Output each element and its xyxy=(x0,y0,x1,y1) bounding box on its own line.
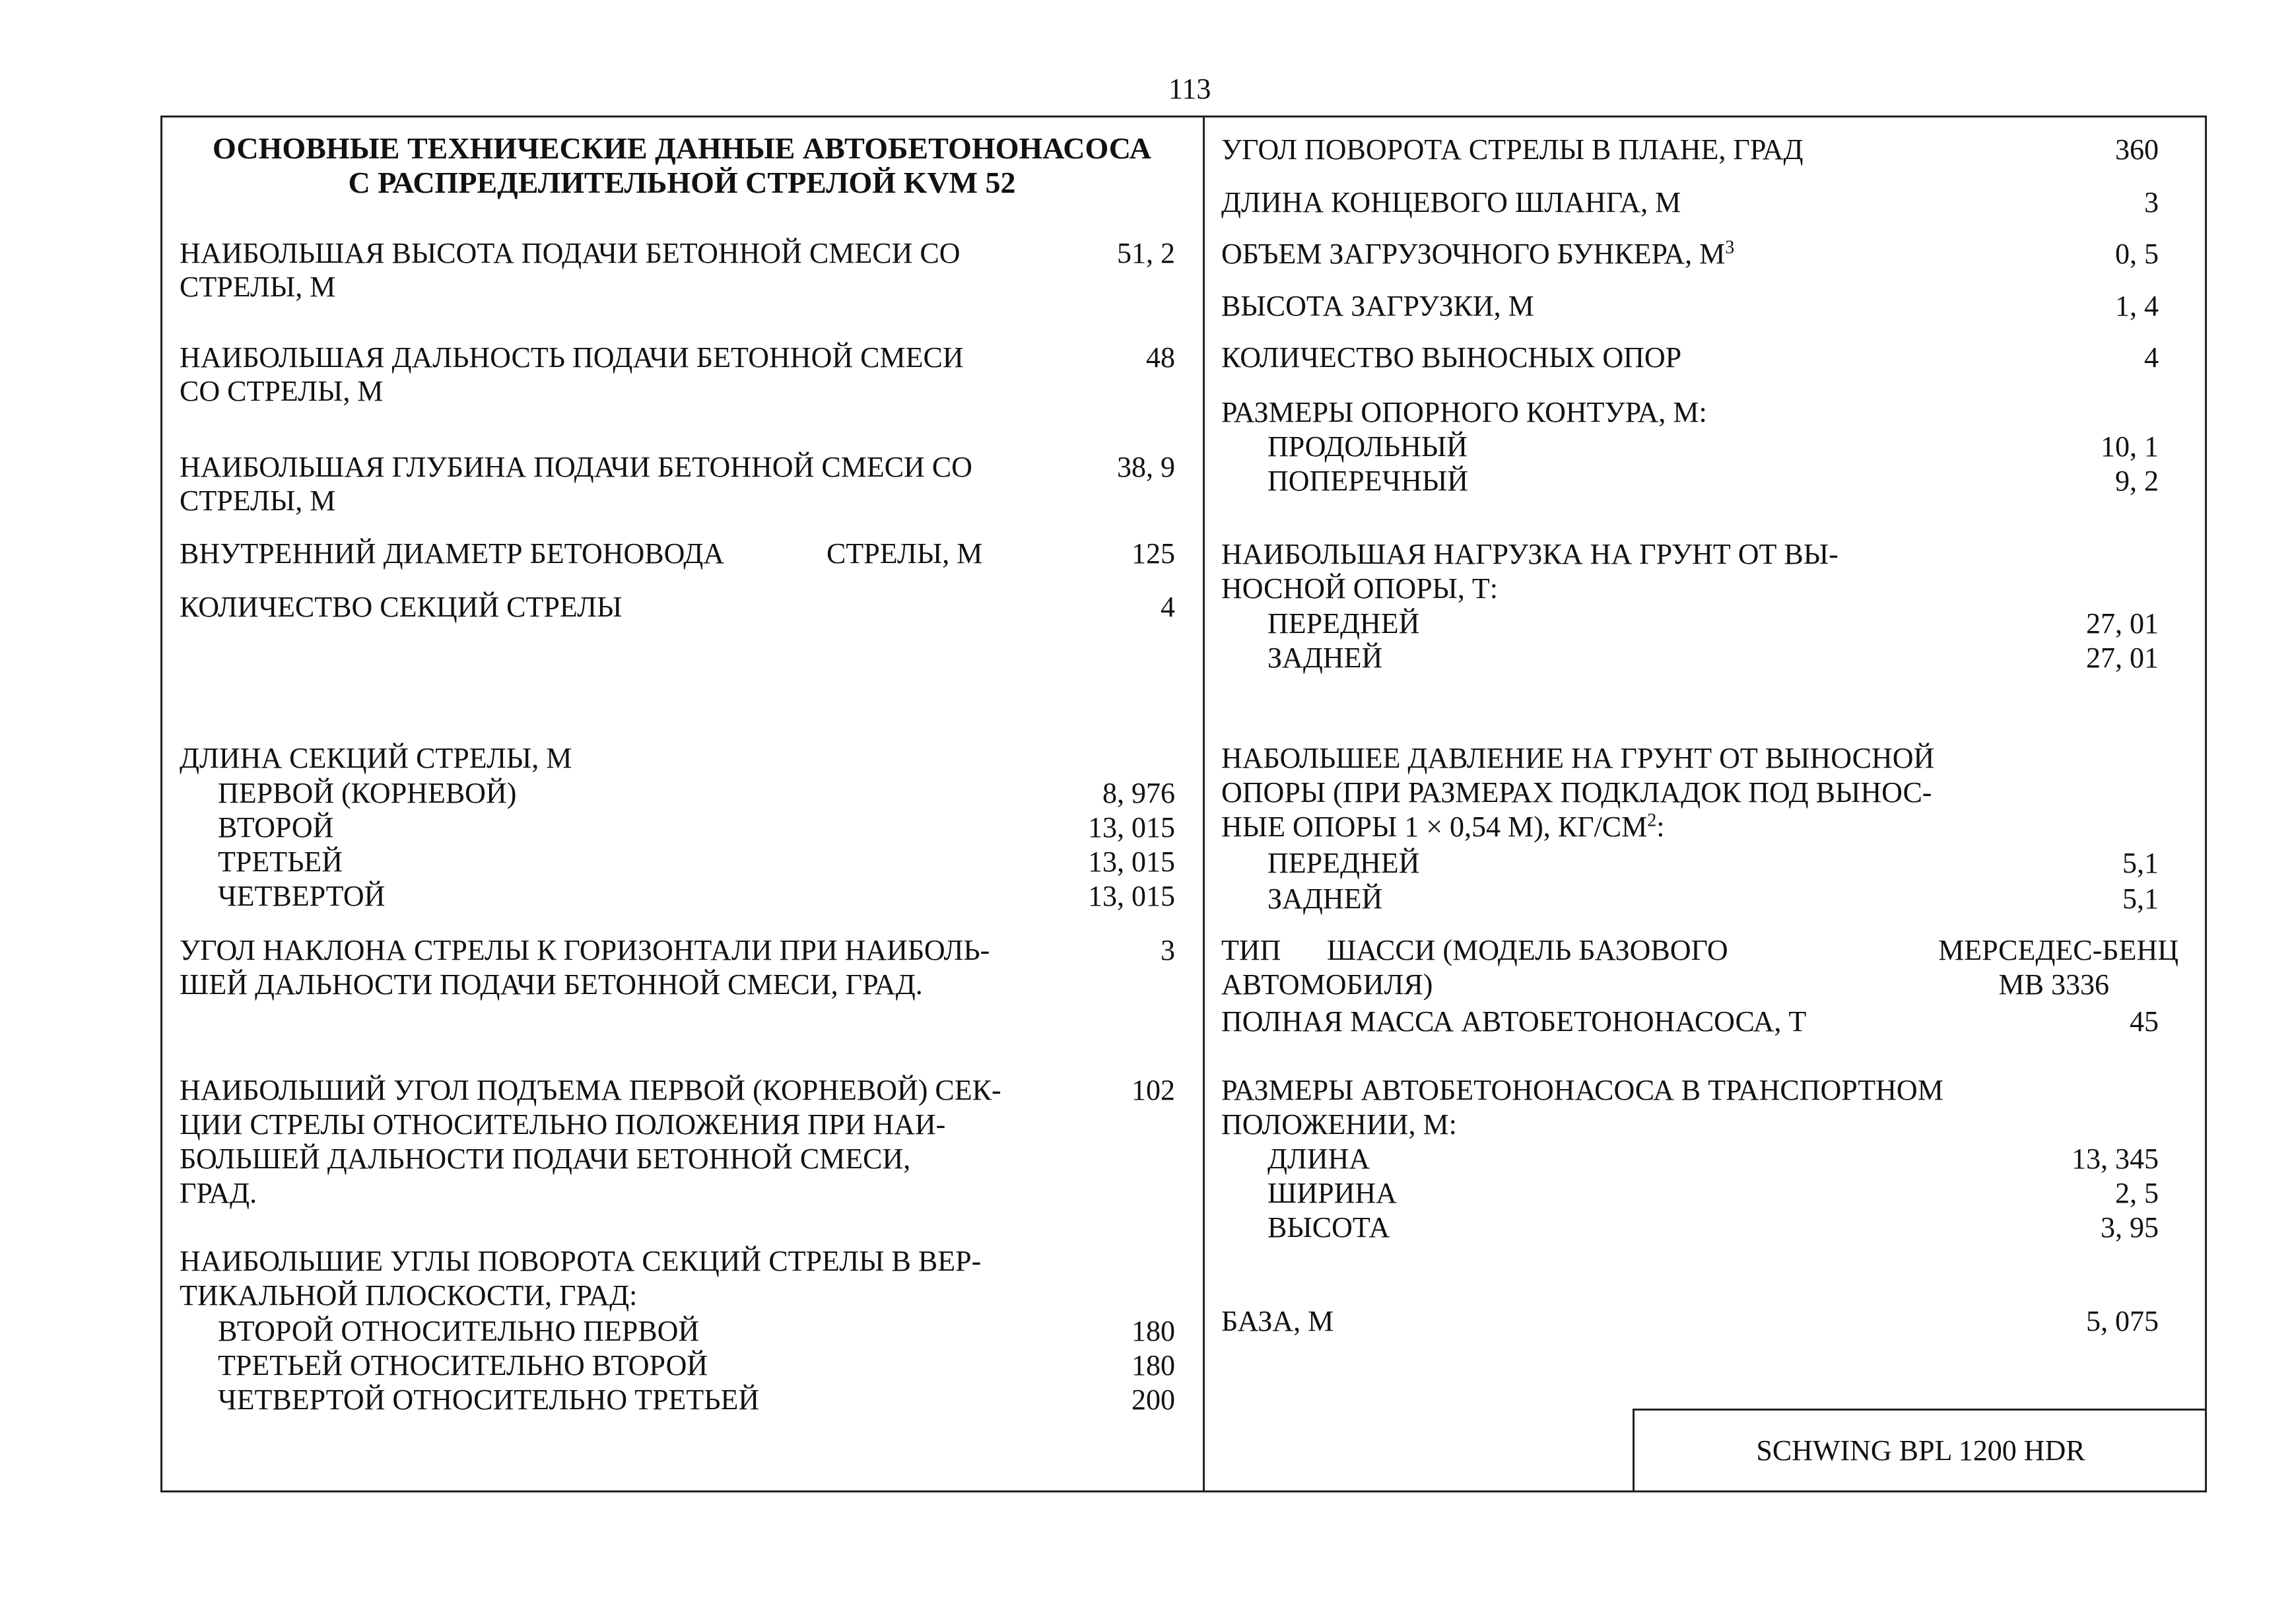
pressure-label-3: НЫЕ ОПОРЫ 1 × 0,54 М), $КГ/СМ^2$: xyxy=(1221,810,1665,843)
chassis-value-2: MB 3336 xyxy=(1998,968,2109,1001)
outriggers-value: 4 xyxy=(2144,341,2159,374)
stamp-model: SCHWING BPL 1200 HDR xyxy=(1756,1434,2085,1467)
section-first-label: ПЕРВОЙ (КОРНЕВОЙ) xyxy=(218,777,517,809)
section-third-value: 13, 015 xyxy=(1088,846,1175,878)
lift-label-1: НАИБОЛЬШИЙ УГОЛ ПОДЪЕМА ПЕРВОЙ (КОРНЕВОЙ) СЕК- xyxy=(180,1074,1001,1106)
rotation-label-1: НАИБОЛЬШИЕ УГЛЫ ПОВОРОТА СЕКЦИЙ СТРЕЛЫ В ВЕР- xyxy=(180,1245,982,1277)
slew-label: УГОЛ ПОВОРОТА СТРЕЛЫ В ПЛАНЕ, ГРАД xyxy=(1221,133,1804,166)
hose-value: 3 xyxy=(2144,186,2159,218)
chassis-label-w2: ШАССИ (МОДЕЛЬ БАЗОВОГО xyxy=(1327,934,1728,966)
transport-length-label: ДЛИНА xyxy=(1267,1143,1370,1175)
rotation-second-label: ВТОРОЙ ОТНОСИТЕЛЬНО ПЕРВОЙ xyxy=(218,1315,700,1347)
ground-load-label-1: НАИБОЛЬШАЯ НАГРУЗКА НА ГРУНТ ОТ ВЫ- xyxy=(1221,538,1839,570)
depth-value: 38, 9 xyxy=(1117,451,1175,483)
slew-value: 360 xyxy=(2115,133,2159,166)
height-value: 51, 2 xyxy=(1117,237,1175,269)
section-third-label: ТРЕТЬЕЙ xyxy=(218,846,343,878)
depth-label-1: НАИБОЛЬШАЯ ГЛУБИНА ПОДАЧИ БЕТОННОЙ СМЕСИ СО xyxy=(180,451,972,483)
column-divider xyxy=(1203,116,1205,1492)
support-label: РАЗМЕРЫ ОПОРНОГО КОНТУРА, М: xyxy=(1221,396,1707,428)
ground-load-rear-value: 27, 01 xyxy=(2086,642,2159,674)
section-second-value: 13, 015 xyxy=(1088,811,1175,844)
rotation-third-label: ТРЕТЬЕЙ ОТНОСИТЕЛЬНО ВТОРОЙ xyxy=(218,1349,708,1382)
rotation-fourth-label: ЧЕТВЕРТОЙ ОТНОСИТЕЛЬНО ТРЕТЬЕЙ xyxy=(218,1383,760,1416)
rotation-fourth-value: 200 xyxy=(1131,1383,1175,1416)
transport-label-2: ПОЛОЖЕНИИ, М: xyxy=(1221,1108,1457,1141)
transport-label-1: РАЗМЕРЫ АВТОБЕТОНОНАСОСА В ТРАНСПОРТНОМ xyxy=(1221,1074,1943,1106)
pressure-front-label: ПЕРЕДНЕЙ xyxy=(1267,847,1420,879)
section-second-label: ВТОРОЙ xyxy=(218,811,334,844)
ground-load-front-value: 27, 01 xyxy=(2086,607,2159,640)
ground-load-rear-label: ЗАДНЕЙ xyxy=(1267,642,1383,674)
load-height-value: 1, 4 xyxy=(2115,290,2159,322)
base-label: БАЗА, М xyxy=(1221,1305,1334,1337)
height-label-2: СТРЕЛЫ, М xyxy=(180,271,336,303)
tilt-label-2: ШЕЙ ДАЛЬНОСТИ ПОДАЧИ БЕТОННОЙ СМЕСИ, ГРАД. xyxy=(180,968,923,1001)
lift-label-2: ЦИИ СТРЕЛЫ ОТНОСИТЕЛЬНО ПОЛОЖЕНИЯ ПРИ НАИ- xyxy=(180,1108,946,1141)
tilt-label-1: УГОЛ НАКЛОНА СТРЕЛЫ К ГОРИЗОНТАЛИ ПРИ НАИБОЛЬ- xyxy=(180,934,990,966)
lift-label-3: БОЛЬШЕЙ ДАЛЬНОСТИ ПОДАЧИ БЕТОННОЙ СМЕСИ, xyxy=(180,1143,911,1175)
chassis-label-2: АВТОМОБИЛЯ) xyxy=(1221,968,1433,1001)
pressure-rear-value: 5,1 xyxy=(2122,883,2159,915)
rotation-third-value: 180 xyxy=(1131,1349,1175,1382)
ground-load-label-2: НОСНОЙ ОПОРЫ, Т: xyxy=(1221,572,1499,605)
hopper-label: ОБЪЕМ ЗАГРУЗОЧНОГО БУНКЕРА, $М^3$ xyxy=(1221,237,1735,270)
sections-label: КОЛИЧЕСТВО СЕКЦИЙ СТРЕЛЫ xyxy=(180,591,623,623)
hopper-value: 0, 5 xyxy=(2115,238,2159,270)
rotation-second-value: 180 xyxy=(1131,1315,1175,1347)
section-fourth-label: ЧЕТВЕРТОЙ xyxy=(218,880,386,912)
chassis-label-w1: ТИП xyxy=(1221,934,1281,966)
lift-label-4: ГРАД. xyxy=(180,1177,257,1209)
depth-label-2: СТРЕЛЫ, М xyxy=(180,484,336,517)
tilt-value: 3 xyxy=(1161,934,1175,966)
diameter-label-b: СТРЕЛЫ, М xyxy=(827,537,983,570)
pressure-label-2: ОПОРЫ (ПРИ РАЗМЕРАХ ПОДКЛАДОК ПОД ВЫНОС- xyxy=(1221,776,1932,809)
lift-value: 102 xyxy=(1131,1074,1175,1106)
sections-value: 4 xyxy=(1161,591,1175,623)
outriggers-label: КОЛИЧЕСТВО ВЫНОСНЫХ ОПОР xyxy=(1221,341,1682,374)
title-line-2: С РАСПРЕДЕЛИТЕЛЬНОЙ СТРЕЛОЙ KVM 52 xyxy=(348,166,1016,199)
chassis-value-1: МЕРСЕДЕС-БЕНЦ xyxy=(1938,934,2178,966)
range-value: 48 xyxy=(1146,341,1175,374)
title-line-1: ОСНОВНЫЕ ТЕХНИЧЕСКИЕ ДАННЫЕ АВТОБЕТОНОНАСОСА xyxy=(213,131,1151,165)
rotation-label-2: ТИКАЛЬНОЙ ПЛОСКОСТИ, ГРАД: xyxy=(180,1279,638,1312)
height-label-1: НАИБОЛЬШАЯ ВЫСОТА ПОДАЧИ БЕТОННОЙ СМЕСИ СО xyxy=(180,237,961,269)
pressure-rear-label: ЗАДНЕЙ xyxy=(1267,883,1383,915)
support-transverse-label: ПОПЕРЕЧНЫЙ xyxy=(1267,465,1469,497)
diameter-value: 125 xyxy=(1131,537,1175,570)
range-label-2: СО СТРЕЛЫ, М xyxy=(180,375,384,407)
transport-width-label: ШИРИНА xyxy=(1267,1177,1397,1209)
support-transverse-value: 9, 2 xyxy=(2115,465,2159,497)
transport-height-value: 3, 95 xyxy=(2101,1211,2159,1244)
transport-width-value: 2, 5 xyxy=(2115,1177,2159,1209)
page-number: 113 xyxy=(1168,73,1211,105)
load-height-label: ВЫСОТА ЗАГРУЗКИ, М xyxy=(1221,290,1534,322)
transport-height-label: ВЫСОТА xyxy=(1267,1211,1390,1244)
hose-label: ДЛИНА КОНЦЕВОГО ШЛАНГА, М xyxy=(1221,186,1681,218)
section-first-value: 8, 976 xyxy=(1102,777,1175,809)
support-longitudinal-value: 10, 1 xyxy=(2101,430,2159,463)
section-fourth-value: 13, 015 xyxy=(1088,880,1175,912)
transport-length-value: 13, 345 xyxy=(2072,1143,2159,1175)
pressure-label-1: НАБОЛЬШЕЕ ДАВЛЕНИЕ НА ГРУНТ ОТ ВЫНОСНОЙ xyxy=(1221,742,1935,774)
support-longitudinal-label: ПРОДОЛЬНЫЙ xyxy=(1267,430,1468,463)
section-length-label: ДЛИНА СЕКЦИЙ СТРЕЛЫ, М xyxy=(180,742,572,774)
base-value: 5, 075 xyxy=(2086,1305,2159,1337)
diameter-label-a: ВНУТРЕННИЙ ДИАМЕТР БЕТОНОВОДА xyxy=(180,537,724,570)
mass-value: 45 xyxy=(2130,1005,2159,1038)
range-label-1: НАИБОЛЬШАЯ ДАЛЬНОСТЬ ПОДАЧИ БЕТОННОЙ СМЕСИ xyxy=(180,341,964,374)
pressure-front-value: 5,1 xyxy=(2122,847,2159,879)
mass-label: ПОЛНАЯ МАССА АВТОБЕТОНОНАСОСА, Т xyxy=(1221,1005,1807,1038)
ground-load-front-label: ПЕРЕДНЕЙ xyxy=(1267,607,1420,640)
